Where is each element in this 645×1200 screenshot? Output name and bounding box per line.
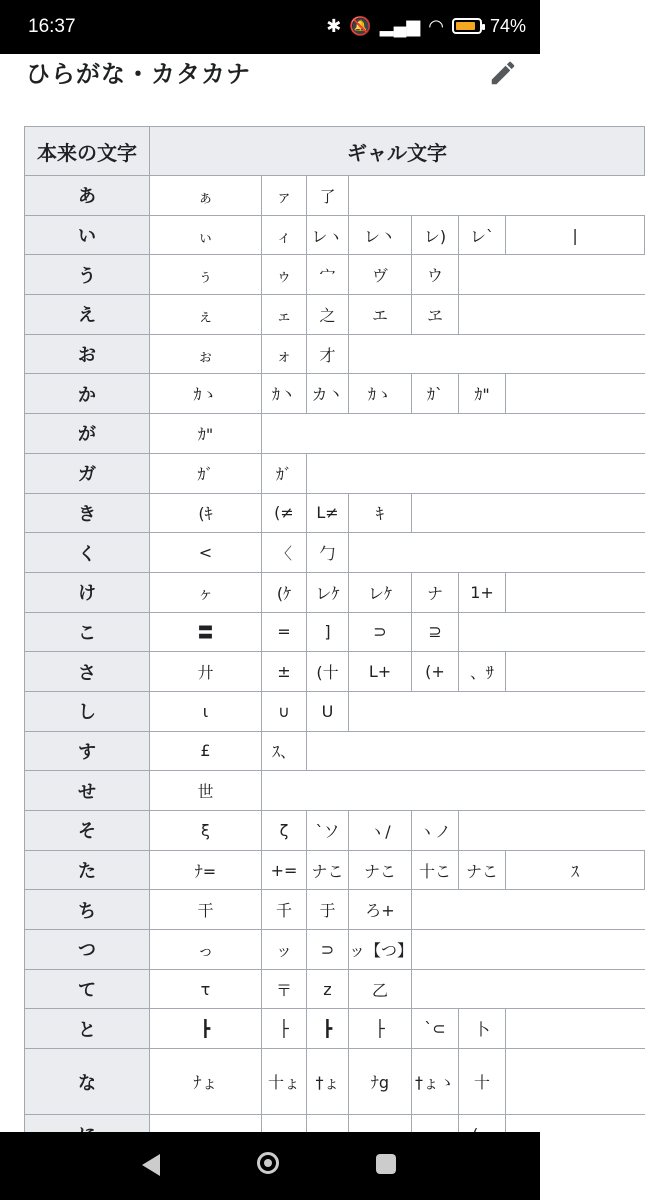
gal-char-cell: 、ｻ: [459, 652, 506, 692]
gal-char-cell: ｶゝ: [349, 374, 412, 414]
gal-char-cell: ｶﾞ: [150, 453, 262, 493]
empty-cell: [412, 930, 645, 970]
gal-char-cell: ｶ": [459, 374, 506, 414]
gal-char-cell: ウ: [412, 255, 459, 295]
home-icon[interactable]: [257, 1152, 279, 1174]
table-row: [25, 612, 645, 652]
gal-char-cell: †ょ: [307, 1049, 349, 1115]
empty-cell: [412, 890, 645, 930]
original-char-cell: お: [25, 334, 150, 374]
table-row: [25, 771, 645, 811]
empty-cell: [262, 414, 645, 454]
gal-char-cell: 〓: [150, 612, 262, 652]
empty-cell: [459, 811, 645, 851]
gal-char-cell: ぇ: [150, 295, 262, 335]
original-char-cell: ち: [25, 890, 150, 930]
empty-cell: [349, 533, 645, 573]
gal-char-cell: 于: [307, 890, 349, 930]
original-char-cell: な: [25, 1049, 150, 1115]
gal-char-cell: 宀: [307, 255, 349, 295]
gal-char-cell: 1+: [459, 572, 506, 612]
gal-char-cell: ヽノ: [412, 811, 459, 851]
original-char-cell: つ: [25, 930, 150, 970]
signal-icon: ▂▄▆: [379, 16, 421, 36]
gal-char-cell: 乙: [349, 969, 412, 1009]
table-row: [25, 176, 645, 216]
original-char-cell: き: [25, 493, 150, 533]
gal-char-cell: τ: [150, 969, 262, 1009]
table-row: [25, 572, 645, 612]
gal-char-cell: カ丶: [307, 374, 349, 414]
gal-char-cell: (十: [307, 652, 349, 692]
empty-cell: [459, 295, 645, 335]
gal-char-cell: ォ: [262, 334, 307, 374]
gal-char-cell: ゥ: [262, 255, 307, 295]
gal-char-cell: ｶﾞ: [262, 453, 307, 493]
gal-char-cell: ぉ: [150, 334, 262, 374]
gal-char-cell: |: [506, 215, 645, 255]
gal-char-cell: ﾅ=: [150, 850, 262, 890]
gal-char-cell: ぅ: [150, 255, 262, 295]
status-icons: [326, 15, 526, 37]
gal-char-cell: エ: [349, 295, 412, 335]
gal-char-cell: ｽ: [506, 850, 645, 890]
empty-cell: [506, 1009, 645, 1049]
gal-char-cell: ξ: [150, 811, 262, 851]
gal-char-cell: L≠: [307, 493, 349, 533]
empty-cell: [459, 255, 645, 295]
gal-char-cell: 勹: [307, 533, 349, 573]
gal-char-cell: 才: [307, 334, 349, 374]
empty-cell: [412, 493, 645, 533]
bluetooth-icon: ✱: [326, 16, 342, 36]
gal-char-cell: レ`: [459, 215, 506, 255]
gal-char-cell: ±: [262, 652, 307, 692]
gal-char-cell: =: [262, 612, 307, 652]
battery-icon: [452, 18, 482, 34]
gal-char-cell: ナこ: [349, 850, 412, 890]
original-char-cell: う: [25, 255, 150, 295]
empty-cell: [412, 969, 645, 1009]
empty-cell: [349, 691, 645, 731]
table-row: [25, 850, 645, 890]
gal-char-cell: 千: [262, 890, 307, 930]
table-row: [25, 811, 645, 851]
original-char-cell: く: [25, 533, 150, 573]
original-char-cell: て: [25, 969, 150, 1009]
gal-char-cell: 十: [459, 1049, 506, 1115]
gal-char-cell: ⊃: [349, 612, 412, 652]
gal-char-cell: ⊃: [307, 930, 349, 970]
gal-char-cell: ┣: [150, 1009, 262, 1049]
gal-char-cell: 之: [307, 295, 349, 335]
empty-cell: [349, 334, 645, 374]
gal-char-cell: 卜: [459, 1009, 506, 1049]
original-char-cell: か: [25, 374, 150, 414]
gal-char-cell: レヽ: [307, 215, 349, 255]
gal-char-cell: ⊇: [412, 612, 459, 652]
table-row: [25, 731, 645, 771]
gal-char-cell: ﾅょ: [150, 1049, 262, 1115]
original-char-cell: せ: [25, 771, 150, 811]
gal-char-cell: ッ【つ】: [349, 930, 412, 970]
original-char-cell: あ: [25, 176, 150, 216]
wifi-icon: ◠: [428, 16, 444, 36]
gal-character-table-container[interactable]: [24, 126, 580, 1136]
pencil-edit-icon[interactable]: [488, 58, 518, 88]
gal-char-cell: ナ: [412, 572, 459, 612]
gal-char-cell: (+: [412, 652, 459, 692]
table-row: [25, 374, 645, 414]
empty-cell: [459, 612, 645, 652]
table-row: [25, 255, 645, 295]
gal-char-cell: ｶ": [150, 414, 262, 454]
table-row: [25, 890, 645, 930]
gal-char-cell: 世: [150, 771, 262, 811]
table-row: [25, 295, 645, 335]
status-bar: [0, 0, 540, 54]
gal-char-cell: ヽ/: [349, 811, 412, 851]
gal-char-cell: レｹ: [307, 572, 349, 612]
table-row: [25, 652, 645, 692]
recent-apps-icon[interactable]: [376, 1154, 396, 1174]
gal-char-cell: 〒: [262, 969, 307, 1009]
gal-char-cell: †ょゝ: [412, 1049, 459, 1115]
original-char-cell: た: [25, 850, 150, 890]
navigation-bar: [0, 1132, 540, 1200]
table-row: [25, 1049, 645, 1115]
gal-char-cell: +=: [262, 850, 307, 890]
gal-char-cell: ζ: [262, 811, 307, 851]
gal-char-cell: `⊂: [412, 1009, 459, 1049]
table-row: [25, 493, 645, 533]
clock: 16:37: [28, 16, 76, 37]
table-row: [25, 691, 645, 731]
gal-char-cell: ι: [150, 691, 262, 731]
gal-char-cell: ぁ: [150, 176, 262, 216]
header-original: 本来の文字: [25, 127, 150, 176]
gal-char-cell: ィ: [262, 215, 307, 255]
gal-char-cell: 廾: [150, 652, 262, 692]
gal-char-cell: ぃ: [150, 215, 262, 255]
gal-char-cell: (≠: [262, 493, 307, 533]
gal-char-cell: ェ: [262, 295, 307, 335]
original-char-cell: さ: [25, 652, 150, 692]
gal-char-cell: ]: [307, 612, 349, 652]
gal-char-cell: <: [150, 533, 262, 573]
empty-cell: [506, 652, 645, 692]
original-char-cell: が: [25, 414, 150, 454]
gal-char-cell: ｶ丶: [262, 374, 307, 414]
table-row: [25, 334, 645, 374]
gal-char-cell: ｽ、: [262, 731, 307, 771]
original-char-cell: け: [25, 572, 150, 612]
back-icon[interactable]: [142, 1154, 160, 1176]
gal-char-cell: レｹ: [349, 572, 412, 612]
gal-char-cell: ヱ: [412, 295, 459, 335]
table-row: [25, 1009, 645, 1049]
gal-char-cell: 干: [150, 890, 262, 930]
empty-cell: [349, 176, 645, 216]
gal-char-cell: ヴ: [349, 255, 412, 295]
gal-char-cell: ヶ: [150, 572, 262, 612]
original-char-cell: え: [25, 295, 150, 335]
gal-char-cell: £: [150, 731, 262, 771]
gal-char-cell: U: [307, 691, 349, 731]
original-char-cell: し: [25, 691, 150, 731]
header-gal: ギャル文字: [150, 127, 645, 176]
table-row: [25, 453, 645, 493]
gal-char-cell: (ｹ: [262, 572, 307, 612]
gal-char-cell: (ｷ: [150, 493, 262, 533]
battery-level: 74%: [489, 16, 526, 36]
table-row: [25, 930, 645, 970]
gal-char-cell: ｷ: [349, 493, 412, 533]
gal-char-cell: ┣: [307, 1009, 349, 1049]
gal-char-cell: ｶゝ: [150, 374, 262, 414]
original-char-cell: す: [25, 731, 150, 771]
table-row: [25, 533, 645, 573]
empty-cell: [506, 1049, 645, 1115]
gal-char-cell: ッ: [262, 930, 307, 970]
gal-char-cell: レ): [412, 215, 459, 255]
gal-char-cell: z: [307, 969, 349, 1009]
gal-char-cell: ﾅg: [349, 1049, 412, 1115]
gal-char-cell: ナこ: [459, 850, 506, 890]
gal-char-cell: `ソ: [307, 811, 349, 851]
article-sheet: [0, 54, 580, 1132]
original-char-cell: こ: [25, 612, 150, 652]
gal-char-cell: っ: [150, 930, 262, 970]
empty-cell: [506, 374, 645, 414]
gal-character-table: [24, 126, 645, 1155]
gal-char-cell: L+: [349, 652, 412, 692]
gal-char-cell: 了: [307, 176, 349, 216]
table-row: [25, 969, 645, 1009]
original-char-cell: い: [25, 215, 150, 255]
original-char-cell: ガ: [25, 453, 150, 493]
gal-char-cell: ├: [262, 1009, 307, 1049]
section-title: ひらがな・カタカナ: [26, 60, 251, 88]
table-row: [25, 414, 645, 454]
original-char-cell: そ: [25, 811, 150, 851]
gal-char-cell: レ丶: [349, 215, 412, 255]
empty-cell: [307, 731, 645, 771]
gal-char-cell: 〈: [262, 533, 307, 573]
gal-char-cell: 十こ: [412, 850, 459, 890]
gal-char-cell: ∪: [262, 691, 307, 731]
empty-cell: [506, 572, 645, 612]
gal-char-cell: ｶ`: [412, 374, 459, 414]
gal-char-cell: ナこ: [307, 850, 349, 890]
gal-char-cell: ァ: [262, 176, 307, 216]
gal-char-cell: ├: [349, 1009, 412, 1049]
original-char-cell: と: [25, 1009, 150, 1049]
gal-char-cell: 十ょ: [262, 1049, 307, 1115]
table-row: [25, 215, 645, 255]
empty-cell: [307, 453, 645, 493]
gal-char-cell: ろ+: [349, 890, 412, 930]
mute-icon: 🔕: [349, 16, 372, 36]
empty-cell: [262, 771, 645, 811]
